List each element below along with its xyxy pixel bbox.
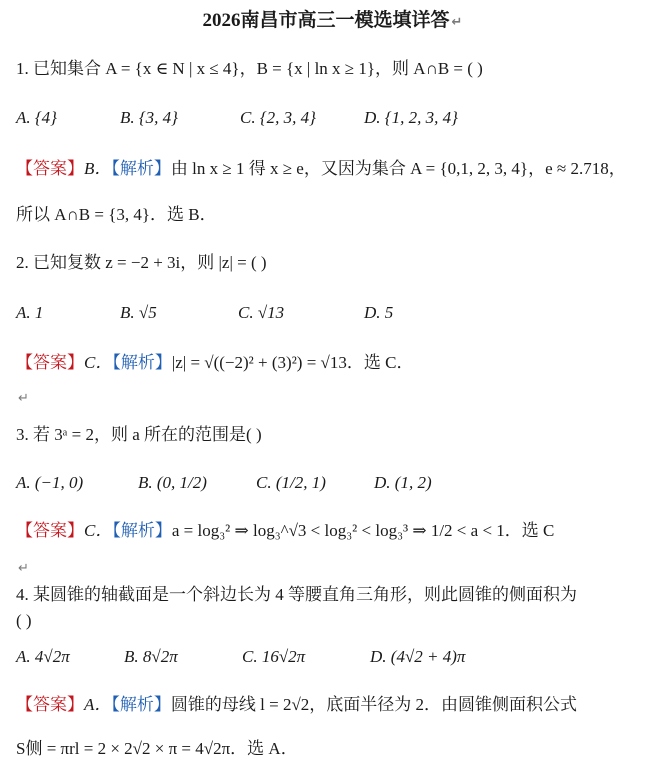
q4-options [16,646,653,668]
q2-options [16,302,653,324]
q1-options [16,107,653,129]
answer-tag: 【答案】 [16,521,84,540]
q2-option-c: C. √13 [238,303,285,322]
q3-answer: C． [84,521,113,540]
q1-answer: B． [84,159,112,178]
q3-analysis: a = log₃² ⇒ log₃^√3 < log₃² < log₃³ ⇒ 1/2 < a < 1．选 C [171,521,555,540]
q3-stem: 3. 若 3ᵃ = 2，则 a 所在的范围是( ) [16,425,262,444]
q2-answer: C． [84,353,113,372]
q4-stem-1: 4. 某圆锥的轴截面是一个斜边长为 4 等腰直角三角形，则此圆锥的侧面积为 [16,585,577,604]
q3-answer-line [16,520,653,542]
q2-option-d: D. 5 [364,303,394,322]
q2-option-a: A. 1 [16,303,44,322]
q3-option-c: C. (1/2, 1) [256,473,326,492]
answer-tag: 【答案】 [16,695,84,714]
answer-tag: 【答案】 [16,159,84,178]
q4-option-a: A. 4√2π [16,647,70,666]
q4-option-b: B. 8√2π [124,647,178,666]
q4-analysis-1: 圆锥的母线 l = 2√2，底面半径为 2．由圆锥侧面积公式 [170,695,578,714]
return-mark: ↵ [451,15,463,30]
q2-stem: 2. 已知复数 z = −2 + 3i，则 |z| = ( ) [16,253,267,272]
q1-analysis-1: 由 ln x ≥ 1 得 x ≥ e，又因为集合 A = {0,1, 2, 3, 4}，e ≈ 2.718， [170,159,626,178]
q3-option-a: A. (−1, 0) [16,473,84,492]
q3-return-mark: ↵ [18,561,29,576]
q1-option-a: A. {4} [16,108,57,127]
q1-option-c: C. {2, 3, 4} [240,108,316,127]
q3-option-b: B. (0, 1/2) [138,473,207,492]
q4-answer: A． [84,695,112,714]
q1-option-d: D. {1, 2, 3, 4} [364,108,458,127]
q1-stem: 1. 已知集合 A = {x ∈ N | x ≤ 4}，B = {x | ln x ≥ 1}，则 A∩B = ( ) [16,59,483,78]
page-title: 2026南昌市高三一模选填详答 ↵ [202,10,463,31]
q2-return-mark: ↵ [18,391,29,406]
analysis-tag: 【解析】 [111,695,171,714]
answer-tag: 【答案】 [16,353,84,372]
analysis-tag: 【解析】 [112,353,172,372]
q3-options [16,472,653,494]
q2-answer-line [16,352,653,374]
q4-analysis-2: S侧 = πrl = 2 × 2√2 × π = 4√2π．选 A． [16,739,298,758]
q1-option-b: B. {3, 4} [120,108,178,127]
q1-analysis-2: 所以 A∩B = {3, 4}．选 B． [16,205,217,224]
q4-option-d: D. (4√2 + 4)π [370,647,466,666]
analysis-tag: 【解析】 [111,159,171,178]
analysis-tag: 【解析】 [112,521,172,540]
q4-answer-line [16,694,653,716]
q2-option-b: B. √5 [120,303,157,322]
q1-answer-line [16,158,653,180]
q3-option-d: D. (1, 2) [374,473,432,492]
q2-analysis: |z| = √((−2)² + (3)²) = √13．选 C． [171,353,414,372]
q4-stem-2: ( ) [16,611,32,630]
q4-option-c: C. 16√2π [242,647,306,666]
